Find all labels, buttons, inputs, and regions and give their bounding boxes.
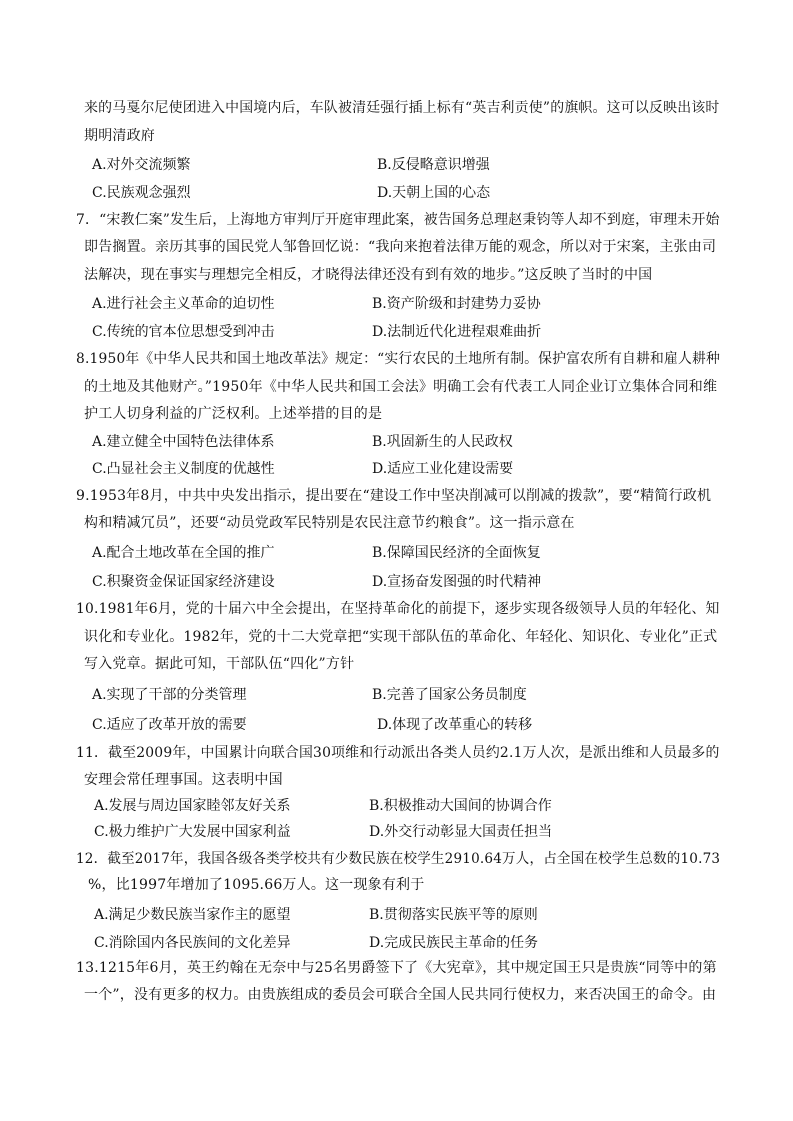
q11-stem-line-1: 11．截至2009年，中国累计向联合国30项维和行动派出各类人员约2.1万人次，是派出维和人员最多的 bbox=[76, 745, 720, 761]
q10-stem-line-1: 10.1981年6月，党的十届六中全会提出，在坚持革命化的前提下，逐步实现各级领导人员的年轻化、知 bbox=[76, 601, 720, 617]
q6-option-a: A.对外交流频繁 bbox=[92, 157, 191, 173]
q8-option-b: B.巩固新生的人民政权 bbox=[372, 434, 513, 450]
q6-stem-line-1: 来的马戛尔尼使团进入中国境内后，车队被清廷强行插上标有“英吉利贡使”的旗帜。这可以反映出该时 bbox=[84, 100, 720, 116]
q12-option-a: A.满足少数民族当家作主的愿望 bbox=[94, 907, 291, 923]
q7-stem-line-2: 即告搁置。亲历其事的国民党人邹鲁回忆说：“我向来抱着法律万能的观念，所以对于宋案，主张由司 bbox=[84, 239, 717, 255]
q7-stem-line-1: 7．“宋教仁案”发生后，上海地方审判厅开庭审理此案，被告国务总理赵秉钧等人却不到庭，审理未开始 bbox=[76, 212, 720, 228]
q9-option-d: D.宣扬奋发图强的时代精神 bbox=[372, 574, 542, 590]
q7-option-c: C.传统的官本位思想受到冲击 bbox=[92, 324, 275, 340]
q7-option-d: D.法制近代化进程艰难曲折 bbox=[372, 324, 542, 340]
q8-stem-line-1: 8.1950年《中华人民共和国土地改革法》规定：“实行农民的土地所有制。保护富农所有自耕和雇人耕种 bbox=[76, 351, 720, 367]
q6-option-d: D.天朝上国的心态 bbox=[377, 185, 491, 201]
q13-stem-line-2: 一个”，没有更多的权力。由贵族组成的委员会可联合全国人民共同行使权力，来否决国王的命令。由 bbox=[84, 987, 717, 1003]
q8-option-a: A.建立健全中国特色法律体系 bbox=[92, 434, 275, 450]
q10-stem-line-3: 写入党章。据此可知，干部队伍“四化”方针 bbox=[84, 656, 355, 672]
q9-stem-line-2: 构和精减冗员”，还要“动员党政军民特别是农民注意节约粮食”。这一指示意在 bbox=[84, 515, 575, 531]
q12-option-c: C.消除国内各民族间的文化差异 bbox=[94, 935, 291, 951]
q11-option-c: C.极力维护广大发展中国家利益 bbox=[94, 824, 291, 840]
q12-stem-line-2: %，比1997年增加了1095.66万人。这一现象有利于 bbox=[88, 877, 425, 893]
q8-option-d: D.适应工业化建设需要 bbox=[372, 461, 514, 477]
q12-option-b: B.贯彻落实民族平等的原则 bbox=[369, 907, 538, 923]
q8-stem-line-3: 护工人切身利益的广泛权利。上述举措的目的是 bbox=[84, 406, 383, 422]
q7-option-a: A.进行社会主义革命的迫切性 bbox=[92, 296, 275, 312]
q6-option-b: B.反侵略意识增强 bbox=[377, 157, 490, 173]
q9-option-b: B.保障国民经济的全面恢复 bbox=[372, 545, 541, 561]
q8-option-c: C.凸显社会主义制度的优越性 bbox=[92, 461, 275, 477]
q11-stem-line-2: 安理会常任理事国。这表明中国 bbox=[84, 772, 283, 788]
q6-option-c: C.民族观念强烈 bbox=[92, 185, 191, 201]
q6-stem-line-2: 期明清政府 bbox=[84, 128, 155, 144]
q7-stem-line-3: 法解决，现在事实与理想完全相反，才晓得法律还没有到有效的地步。”这反映了当时的中国 bbox=[84, 267, 653, 283]
q8-stem-line-2: 的土地及其他财产。”1950年《中华人民共和国工会法》明确工会有代表工人同企业订立集体合同和维 bbox=[84, 379, 718, 395]
q11-option-a: A.发展与周边国家睦邻友好关系 bbox=[94, 798, 291, 814]
q11-option-d: D.外交行动彰显大国责任担当 bbox=[369, 824, 553, 840]
q9-stem-line-1: 9.1953年8月，中共中央发出指示，提出要在“建设工作中坚决削减可以削减的拨款”，要“精简行政机 bbox=[76, 488, 712, 504]
q9-option-c: C.积聚资金保证国家经济建设 bbox=[92, 574, 275, 590]
q10-option-d: D.体现了改革重心的转移 bbox=[377, 717, 533, 733]
q10-stem-line-2: 识化和专业化。1982年，党的十二大党章把“实现干部队伍的革命化、年轻化、知识化、专业化”正式 bbox=[84, 629, 718, 645]
q12-stem-line-1: 12．截至2017年，我国各级各类学校共有少数民族在校学生2910.64万人，占全国在校学生总数的10.73 bbox=[76, 851, 721, 867]
q7-option-b: B.资产阶级和封建势力妥协 bbox=[372, 296, 541, 312]
q13-stem-line-1: 13.1215年6月，英王约翰在无奈中与25名男爵签下了《大宪章》，其中规定国王只是贵族“同等中的第 bbox=[76, 960, 717, 976]
q9-option-a: A.配合土地改革在全国的推广 bbox=[92, 545, 275, 561]
q12-option-d: D.完成民族民主革命的任务 bbox=[369, 935, 539, 951]
q10-option-b: B.完善了国家公务员制度 bbox=[372, 687, 527, 703]
q11-option-b: B.积极推动大国间的协调合作 bbox=[369, 798, 552, 814]
q10-option-c: C.适应了改革开放的需要 bbox=[92, 717, 247, 733]
q10-option-a: A.实现了干部的分类管理 bbox=[92, 687, 247, 703]
